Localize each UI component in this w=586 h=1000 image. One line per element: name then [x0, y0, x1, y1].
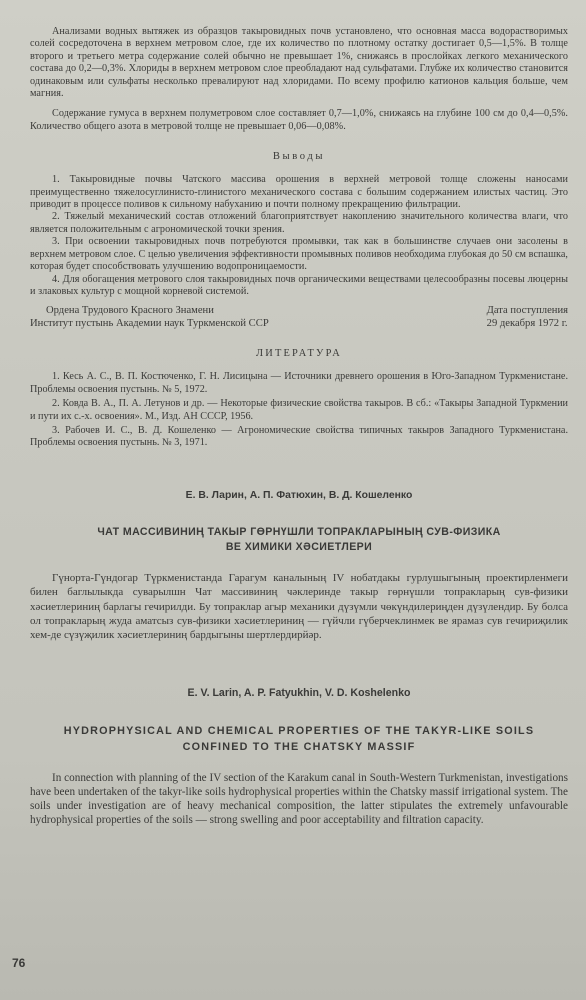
turkmen-abstract: Гүнорта-Гүндогар Түркменистанда Гарагум каналының IV нобатдакы гурлушыгының проектирленмеги билен баглылыкда суварылшн Чат массивиниң чәклеринде такыр гөрнүшли топракларың сув-физики хәсиетлериниң барлагы гечирилди. Бу топраклар агыр механики дүзүмли чөкүндилериңден дүзүлендир. Бу болса ол топракларың жуда аматсыз сув-физики хәсиетлериниң — гүйчли гүберчеклинмек ве ярамаз сув гечириҗилик хем-де сүзүҗилик хәсиетлериниң бардыгыны шертлердирйәр. [30, 571, 568, 642]
conclusion-item: 4. Для обогащения метрового слоя такыровидных почв органическими веществами целесообразны посевы люцерны и злаковых культур с мощной корневой системой. [30, 273, 568, 297]
intro-paragraph-salts: Анализами водных вытяжек из образцов такыровидных почв установлено, что основная масса водорастворимых солей сосредоточена в верхнем метровом слое, где их количество по плотному остатку достигает 0,5—1,5%. В толще второго и третьего метра содержание солей обычно не превышает 1%, снижаясь в прослойках легкого механического состава до 0,2—0,3%. Хлориды в верхнем метровом слое преобладают над сульфатами. Глубже их количество становится одинаковым или сульфаты несколько превалируют над хлоридами. По всему профилю катионов кальция больше, чем магния. [30, 26, 568, 100]
turkmen-title [30, 525, 568, 555]
page-number: 76 [12, 956, 26, 970]
intro-paragraph-humus: Содержание гумуса в верхнем полуметровом слое составляет 0,7—1,0%, снижаясь на глубине 100 см до 0,4—0,5%. Количество общего азота в метровой толще не превышает 0,06—0,08%. [30, 108, 568, 132]
conclusions-list [30, 174, 568, 298]
intro-section [30, 26, 568, 133]
received-label: Дата поступления [486, 305, 568, 317]
english-authors: E. V. Larin, A. P. Fatyukhin, V. D. Koshelenko [187, 686, 411, 699]
turkmen-title-line-2: ВЕ ХИМИКИ ХӘСИЕТЛЕРИ [225, 540, 373, 553]
turkmen-title-line-1: ЧАТ МАССИВИНИҢ ТАКЫР ГӨРНҮШЛИ ТОПРАКЛАРЫНЫҢ СУВ-ФИЗИКА [97, 525, 501, 538]
institution-line-2: Институт пустынь Академии наук Туркменской ССР [30, 318, 269, 330]
references-list [30, 371, 568, 449]
english-title-line-2: CONFINED TO THE CHATSKY MASSIF [182, 740, 416, 753]
english-abstract: In connection with planning of the IV section of the Karakum canal in South-Western Turkmenistan, investigations have been undertaken of the takyr-like soils hydrophysical properties within the Chatsky massif irrigational system. The soils under investigation are of heavy mechanical composition, the latter stipulates the extremely unfavourable hydrophysical properties of the soils — strong swelling and poor acceptability and filtration capacity. [30, 771, 568, 827]
reference-item: 3. Рабочев И. С., В. Д. Кошеленко — Агрономические свойства типичных такыров Западного Туркменистана. Проблемы освоения пустынь. № 3, 1971. [30, 424, 568, 449]
conclusions-heading: Выводы [272, 151, 326, 163]
reference-item: 2. Ковда В. А., П. А. Летунов и др. — Некоторые физические свойства такыров. В сб.: «Такыры Западной Туркмении и пути их с.-х. освоения». М., Изд. АН СССР, 1956. [30, 398, 568, 422]
references-heading: ЛИТЕРАТУРА [256, 348, 342, 360]
reference-item: 1. Кесь А. С., В. П. Костюченко, Г. Н. Лисицына — Источники древнего орошения в Юго-Западном Туркменистане. Проблемы освоения пустынь. № 5, 1972. [30, 371, 568, 395]
conclusion-item: 1. Такыровидные почвы Чатского массива орошения в верхней метровой толще сложены наносами преимущественно тяжелосуглинисто-глинистого механического состава с большим содержанием илистых частиц. Это приводит в процессе поливов к сильному набуханию и почти полному прекращению фильтрации. [30, 174, 568, 211]
turkmen-authors: Е. В. Ларин, А. П. Фатюхин, В. Д. Кошеленко [185, 489, 413, 501]
received-date [487, 304, 568, 330]
institution-line-1: Ордена Трудового Красного Знамени [46, 305, 214, 317]
affiliation-block [30, 304, 568, 330]
received-value: 29 декабря 1972 г. [486, 318, 568, 330]
english-title-line-1: HYDROPHYSICAL AND CHEMICAL PROPERTIES OF THE TAKYR-LIKE SOILS [63, 724, 535, 737]
english-title [30, 723, 568, 755]
institution [30, 304, 269, 330]
conclusion-item: 3. При освоении такыровидных почв потребуются промывки, так как в большинстве случаев они засолены в верхнем метровом слое. С целью увеличения эффективности промывных поливов необходима глубокая до 50 см вспашка, которая будет способствовать улучшению водопроницаемости. [30, 236, 568, 273]
conclusion-item: 2. Тяжелый механический состав отложений благоприятствует накоплению значительного количества влаги, что является положительным с агрономической точки зрения. [30, 211, 568, 235]
